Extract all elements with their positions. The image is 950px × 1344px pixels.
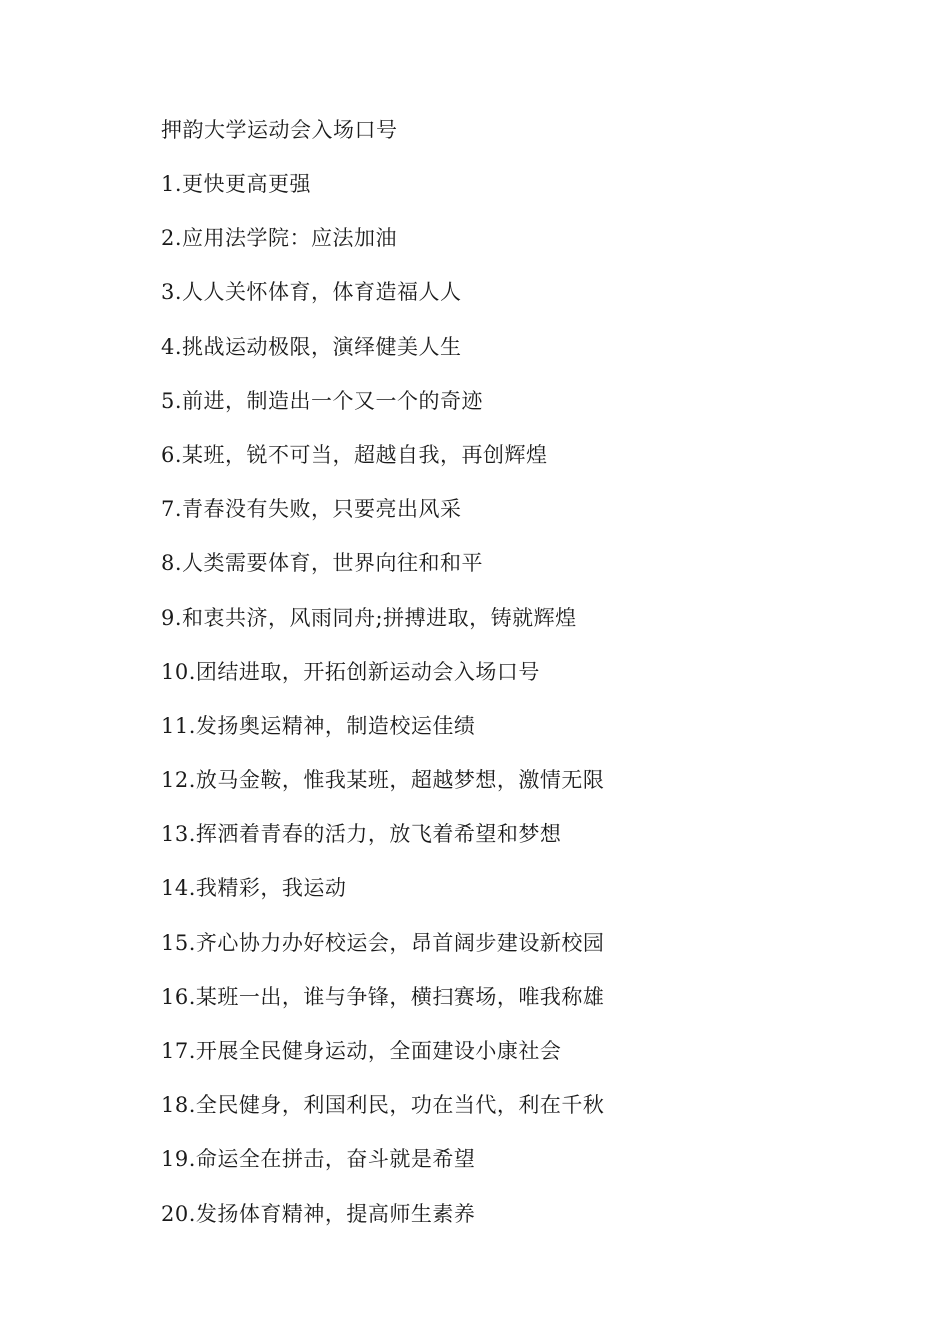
slogan-item-18: 18.全民健身，利国利民，功在当代，利在千秋	[161, 1093, 605, 1118]
slogan-item-10: 10.团结进取，开拓创新运动会入场口号	[161, 659, 540, 684]
document-body	[161, 112, 861, 1250]
slogan-item-13: 13.挥洒着青春的活力，放飞着希望和梦想	[161, 822, 562, 847]
slogan-item-19: 19.命运全在拼击，奋斗就是希望	[161, 1147, 476, 1172]
slogan-item-1: 1.更快更高更强	[161, 172, 312, 196]
slogan-item-8: 8.人类需要体育，世界向往和和平	[161, 551, 484, 576]
slogan-item-5: 5.前进，制造出一个又一个的奇迹	[161, 388, 484, 413]
slogan-item-2: 2.应用法学院：应法加油	[161, 226, 398, 251]
slogan-item-11: 11.发扬奥运精神，制造校运佳绩	[161, 713, 476, 738]
slogan-item-17: 17.开展全民健身运动，全面建设小康社会	[161, 1039, 562, 1063]
slogan-item-15: 15.齐心协力办好校运会，昂首阔步建设新校园	[161, 930, 605, 955]
slogan-item-12: 12.放马金鞍，惟我某班，超越梦想，激情无限	[161, 768, 605, 793]
slogan-item-9: 9.和衷共济，风雨同舟;拼搏进取，铸就辉煌	[161, 605, 577, 630]
slogan-item-6: 6.某班，锐不可当，超越自我，再创辉煌	[161, 442, 548, 467]
slogan-item-3: 3.人人关怀体育，体育造福人人	[161, 280, 462, 305]
document-title: 押韵大学运动会入场口号	[161, 118, 398, 142]
slogan-item-16: 16.某班一出，谁与争锋，横扫赛场，唯我称雄	[161, 984, 605, 1009]
slogan-list	[161, 166, 861, 1250]
slogan-item-14: 14.我精彩，我运动	[161, 876, 347, 901]
slogan-item-7: 7.青春没有失败，只要亮出风采	[161, 497, 462, 522]
slogan-item-4: 4.挑战运动极限，演绎健美人生	[161, 334, 462, 359]
slogan-item-20: 20.发扬体育精神，提高师生素养	[161, 1201, 476, 1226]
